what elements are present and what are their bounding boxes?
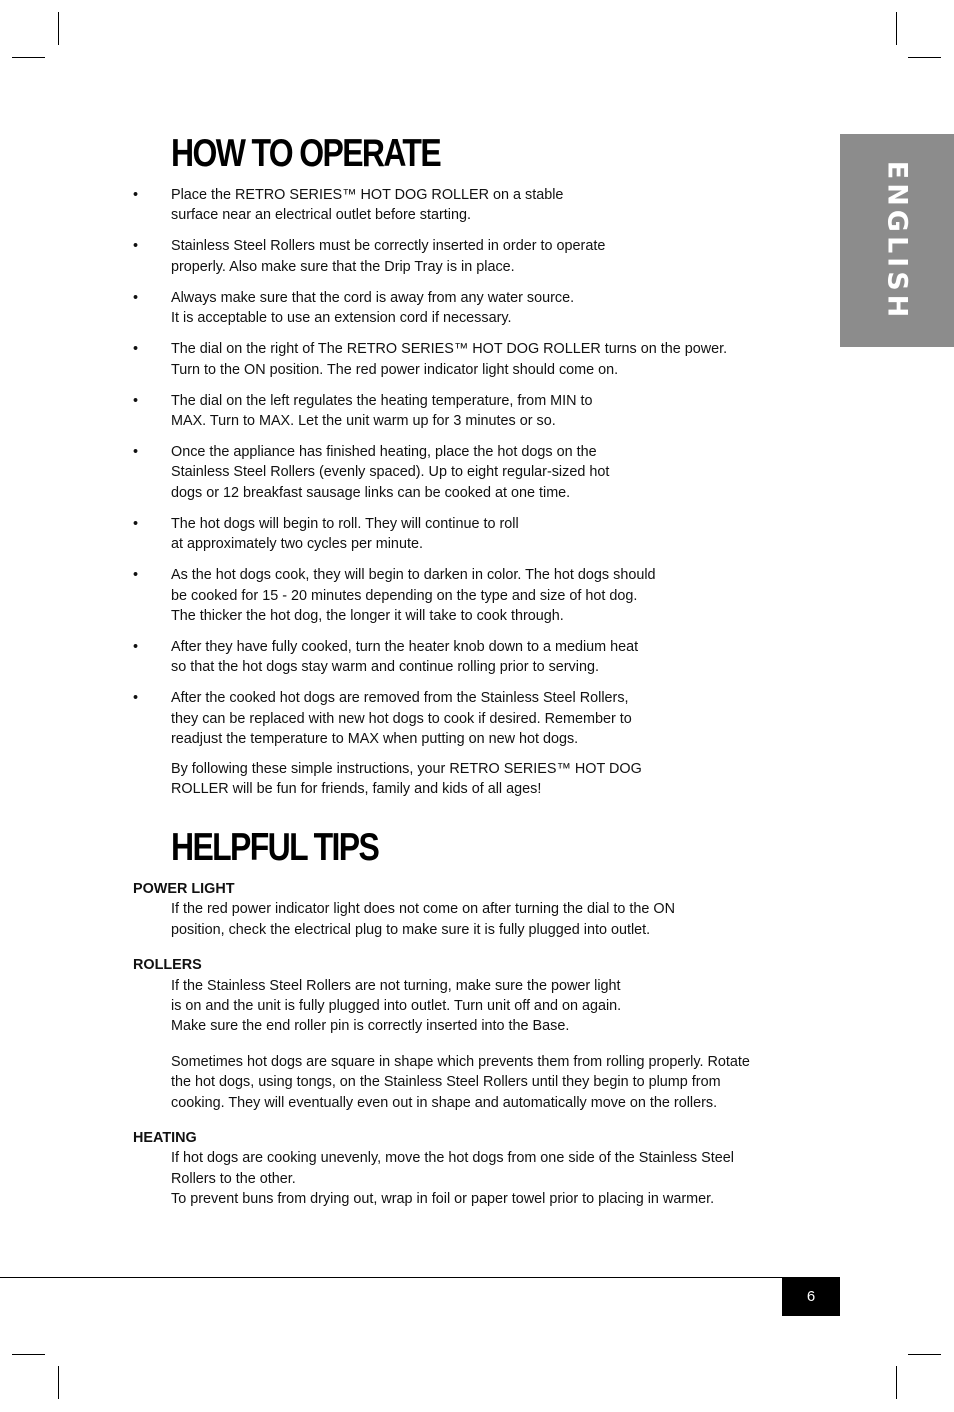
crop-mark [58,1366,59,1399]
tip-rollers [133,955,833,1113]
closing-paragraph: By following these simple instructions, your RETRO SERIES™ HOT DOG ROLLER will be fun for friends, family and kids of all ages! [171,761,642,798]
bullet-icon: • [133,515,139,532]
tip-body: If the Stainless Steel Rollers are not turning, make sure the power light is on and the unit is fully plugged into outlet. Turn unit off and on again. Make sure the end roller pin is correctly inserted into the Base. [171,977,622,1035]
list-item: • As the hot dogs cook, they will begin to darken in color. The hot dogs should be cooked for 15 - 20 minutes depending on the type and size of hot dog. The thicker the hot dog, the longer it will take to cook through. [133,567,656,625]
list-item: • Once the appliance has finished heating, place the hot dogs on the Stainless Steel Rollers (evenly spaced). Up to eight regular-sized hot dogs or 12 breakfast sausage links can be cooked at one time. [133,444,610,501]
helpful-tips-section [133,879,833,1225]
crop-mark [12,1354,45,1355]
bullet-icon: • [133,187,139,203]
bullet-icon: • [133,567,139,584]
page-number-label: 6 [806,1288,816,1305]
bullet-icon: • [133,444,139,461]
operate-steps-list [133,185,773,760]
language-tab-label: ENGLISH [881,160,913,321]
crop-mark [896,12,897,45]
crop-mark [12,57,45,58]
tip-body: If the red power indicator light does not come on after turning the dial to the ON position, check the electrical plug to make sure it is fully plugged into outlet. [171,901,675,938]
list-item: • The dial on the right of The RETRO SERIES™ HOT DOG ROLLER turns on the power. Turn to the ON position. The red power indicator light should come on. [133,341,728,378]
language-tab [840,134,954,347]
list-item: • The hot dogs will begin to roll. They will continue to roll at approximately two cycles per minute. [133,515,519,553]
crop-mark [896,1366,897,1399]
tip-body: Sometimes hot dogs are square in shape which prevents them from rolling properly. Rotate the hot dogs, using tongs, on the Stainless Steel Rollers until they begin to plump from cooking. They will eventually even out in shape and automatically move on the rollers. [171,1053,750,1111]
list-item: • After they have fully cooked, turn the heater knob down to a medium heat so that the hot dogs stay warm and continue rolling prior to serving. [133,639,639,676]
tip-body: If hot dogs are cooking unevenly, move the hot dogs from one side of the Stainless Steel Rollers to the other. To prevent buns from drying out, wrap in foil or paper towel prior to placing in warmer. [171,1150,734,1208]
footer-rule [0,1277,840,1278]
list-item: • Always make sure that the cord is away from any water source. It is acceptable to use an extension cord if necessary. [133,289,575,327]
list-item: • The dial on the left regulates the heating temperature, from MIN to MAX. Turn to MAX. Let the unit warm up for 3 minutes or so. [133,392,593,430]
crop-mark [908,1354,941,1355]
page-number [782,1277,840,1316]
list-item: • Place the RETRO SERIES™ HOT DOG ROLLER on a stable surface near an electrical outlet before starting. [133,187,564,224]
tip-title: ROLLERS [133,957,202,974]
tip-heating [133,1128,833,1210]
bullet-icon: • [133,289,139,306]
helpful-tips-heading: HELPFUL TIPS [171,826,379,869]
bullet-icon: • [133,238,139,255]
bullet-icon: • [133,690,139,707]
crop-mark [908,57,941,58]
list-item: • Stainless Steel Rollers must be correctly inserted in order to operate properly. Also make sure that the Drip Tray is in place. [133,238,606,275]
tip-title: POWER LIGHT [133,881,235,897]
crop-mark [58,12,59,45]
how-to-operate-heading: HOW TO OPERATE [171,132,441,175]
tip-title: HEATING [133,1130,197,1147]
list-item: • After the cooked hot dogs are removed from the Stainless Steel Rollers, they can be replaced with new hot dogs to cook if desired. Remember to readjust the temperature to MAX when putting on new hot dogs. [133,690,632,748]
tip-power-light [133,879,833,940]
bullet-icon: • [133,639,139,656]
bullet-icon: • [133,392,139,409]
bullet-icon: • [133,341,139,358]
